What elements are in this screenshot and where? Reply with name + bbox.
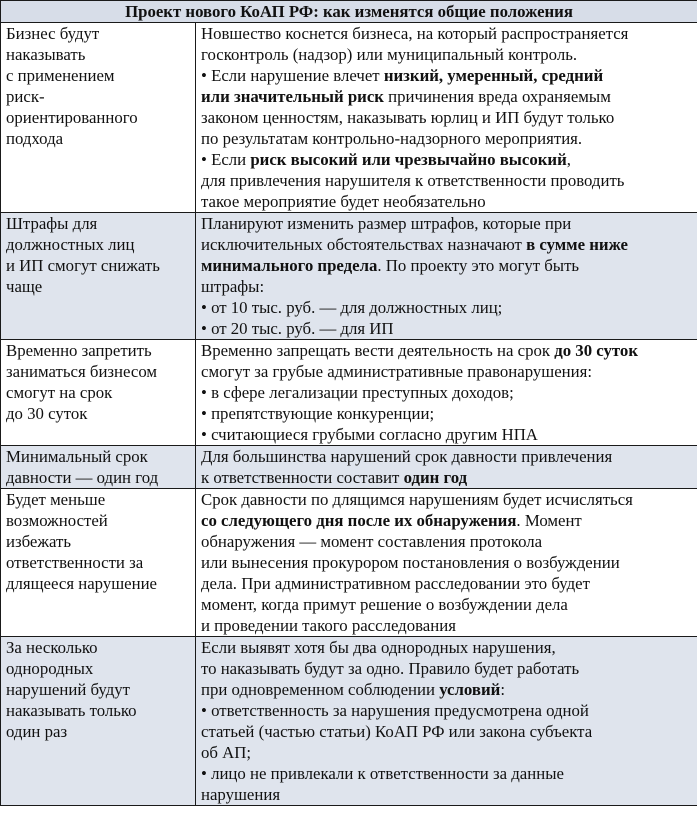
topic-line: нарушений будут <box>6 680 130 699</box>
bold-segment: минимального предела <box>201 256 378 275</box>
description-line <box>201 318 693 339</box>
text-segment: момент, когда примут решение о возбуждении дела <box>201 595 568 614</box>
text-segment: штрафы: <box>201 277 265 296</box>
bold-segment: условий <box>439 680 501 699</box>
text-segment: смогут за грубые административные правонарушения: <box>201 362 593 381</box>
bold-segment: со следующего дня после их обнаружения <box>201 511 517 530</box>
topic-line: возможностей <box>6 511 108 530</box>
topic-cell <box>1 213 196 340</box>
text-segment: или вынесения прокурором постановления о возбуждении <box>201 553 620 572</box>
topic-cell <box>1 23 196 213</box>
text-segment: Временно запрещать вести деятельность на срок <box>201 341 555 360</box>
text-segment: • от 20 тыс. руб. — для ИП <box>201 319 394 338</box>
topic-cell <box>1 446 196 489</box>
topic-line: наказывать <box>6 45 86 64</box>
topic-line: ориентированного <box>6 108 138 127</box>
topic-line: Временно запретить <box>6 341 152 360</box>
bold-segment: или значительный риск <box>201 87 384 106</box>
topic-line: с применением <box>6 66 115 85</box>
text-segment: • Если <box>201 150 251 169</box>
text-segment: , <box>566 150 571 169</box>
description-cell <box>196 340 697 446</box>
description-line <box>201 107 693 128</box>
bold-segment: до 30 суток <box>554 341 638 360</box>
description-line <box>201 700 693 721</box>
description-line <box>201 552 693 573</box>
topic-line: Бизнес будут <box>6 24 100 43</box>
text-segment: законом ценностям, наказывать юрлиц и ИП будут только <box>201 108 615 127</box>
text-segment: • ответственность за нарушения предусмотрена одной <box>201 701 589 720</box>
description-cell <box>196 446 697 489</box>
text-segment: Для большинства нарушений срок давности привлечения <box>201 447 613 466</box>
text-segment: по результатам контрольно-надзорного мероприятия. <box>201 129 583 148</box>
description-line <box>201 573 693 594</box>
description-cell <box>196 23 697 213</box>
description-cell <box>196 489 697 637</box>
topic-line: подхода <box>6 129 64 148</box>
description-line <box>201 86 693 107</box>
text-segment: . Момент <box>516 511 582 530</box>
topic-cell <box>1 489 196 637</box>
description-line <box>201 276 693 297</box>
text-segment: Планируют изменить размер штрафов, которые при <box>201 214 572 233</box>
description-cell <box>196 213 697 340</box>
description-line <box>201 149 693 170</box>
text-segment: Срок давности по длящимся нарушениям будет исчисляться <box>201 490 633 509</box>
description-line <box>201 446 693 467</box>
description-line <box>201 382 693 403</box>
description-line <box>201 191 693 212</box>
topic-line: смогут на срок <box>6 383 113 402</box>
topic-line: однородных <box>6 659 94 678</box>
topic-line: ответственности за <box>6 553 144 572</box>
topic-line: длящееся нарушение <box>6 574 157 593</box>
text-segment: • от 10 тыс. руб. — для должностных лиц; <box>201 298 503 317</box>
table-row <box>1 446 697 489</box>
description-line <box>201 594 693 615</box>
description-line <box>201 424 693 445</box>
topic-line: избежать <box>6 532 71 551</box>
topic-line: должностных лиц <box>6 235 135 254</box>
description-line <box>201 679 693 700</box>
text-segment: такое мероприятие будет необязательно <box>201 192 486 211</box>
description-line <box>201 615 693 636</box>
text-segment: • лицо не привлекали к ответственности за данные <box>201 764 564 783</box>
table-row <box>1 213 697 340</box>
table-row <box>1 489 697 637</box>
topic-line: риск- <box>6 87 45 106</box>
topic-cell <box>1 637 196 806</box>
description-line <box>201 297 693 318</box>
description-line <box>201 234 693 255</box>
description-line <box>201 255 693 276</box>
topic-line: За несколько <box>6 638 98 657</box>
description-line <box>201 637 693 658</box>
description-line <box>201 489 693 510</box>
table-row <box>1 340 697 446</box>
bold-segment: низкий, умеренный, средний <box>383 66 604 85</box>
text-segment: Если выявят хотя бы два однородных нарушения, <box>201 638 556 657</box>
table-title: Проект нового КоАП РФ: как изменятся общие положения <box>1 1 697 23</box>
description-line <box>201 23 693 44</box>
text-segment: • препятствующие конкуренции; <box>201 404 435 423</box>
description-line <box>201 467 693 488</box>
text-segment: . По проекту это могут быть <box>377 256 580 275</box>
description-line <box>201 44 693 65</box>
description-line <box>201 170 693 191</box>
bold-segment: в сумме ниже <box>526 235 628 254</box>
topic-cell <box>1 340 196 446</box>
text-segment: госконтроль (надзор) или муниципальный контроль. <box>201 45 578 64</box>
description-line <box>201 510 693 531</box>
description-line <box>201 128 693 149</box>
description-line <box>201 403 693 424</box>
text-segment: • Если нарушение влечет <box>201 66 384 85</box>
text-segment: • считающиеся грубыми согласно другим НПА <box>201 425 538 444</box>
description-line <box>201 763 693 784</box>
description-line <box>201 742 693 763</box>
description-line <box>201 213 693 234</box>
text-segment: • в сфере легализации преступных доходов; <box>201 383 514 402</box>
table-row <box>1 637 697 806</box>
text-segment: и проведении такого расследования <box>201 616 456 635</box>
description-line <box>201 65 693 86</box>
topic-line: давности — один год <box>6 468 159 487</box>
text-segment: при одновременном соблюдении <box>201 680 440 699</box>
topic-line: Штрафы для <box>6 214 98 233</box>
text-segment: нарушения <box>201 785 281 804</box>
text-segment: статьей (частью статьи) КоАП РФ или закона субъекта <box>201 722 593 741</box>
bold-segment: риск высокий или чрезвычайно высокий <box>250 150 567 169</box>
text-segment: то наказывать будут за одно. Правило будет работать <box>201 659 580 678</box>
topic-line: наказывать только <box>6 701 137 720</box>
description-line <box>201 531 693 552</box>
text-segment: исключительных обстоятельствах назначают <box>201 235 527 254</box>
description-line <box>201 721 693 742</box>
bold-segment: один год <box>403 468 468 487</box>
text-segment: причинения вреда охраняемым <box>383 87 611 106</box>
table-row <box>1 23 697 213</box>
topic-line: один раз <box>6 722 68 741</box>
text-segment: дела. При административном расследовании это будет <box>201 574 590 593</box>
text-segment: обнаружения — момент составления протокола <box>201 532 543 551</box>
topic-line: Минимальный срок <box>6 447 148 466</box>
topic-line: чаще <box>6 277 43 296</box>
description-line <box>201 784 693 805</box>
topic-line: до 30 суток <box>6 404 88 423</box>
topic-line: и ИП смогут снижать <box>6 256 160 275</box>
text-segment: об АП; <box>201 743 252 762</box>
topic-line: Будет меньше <box>6 490 106 509</box>
description-cell <box>196 637 697 806</box>
description-line <box>201 340 693 361</box>
text-segment: к ответственности составит <box>201 468 404 487</box>
text-segment: для привлечения нарушителя к ответственности проводить <box>201 171 625 190</box>
topic-line: заниматься бизнесом <box>6 362 158 381</box>
description-line <box>201 361 693 382</box>
table-body <box>1 23 697 806</box>
description-line <box>201 658 693 679</box>
text-segment: : <box>500 680 505 699</box>
text-segment: Новшество коснется бизнеса, на который распространяется <box>201 24 629 43</box>
